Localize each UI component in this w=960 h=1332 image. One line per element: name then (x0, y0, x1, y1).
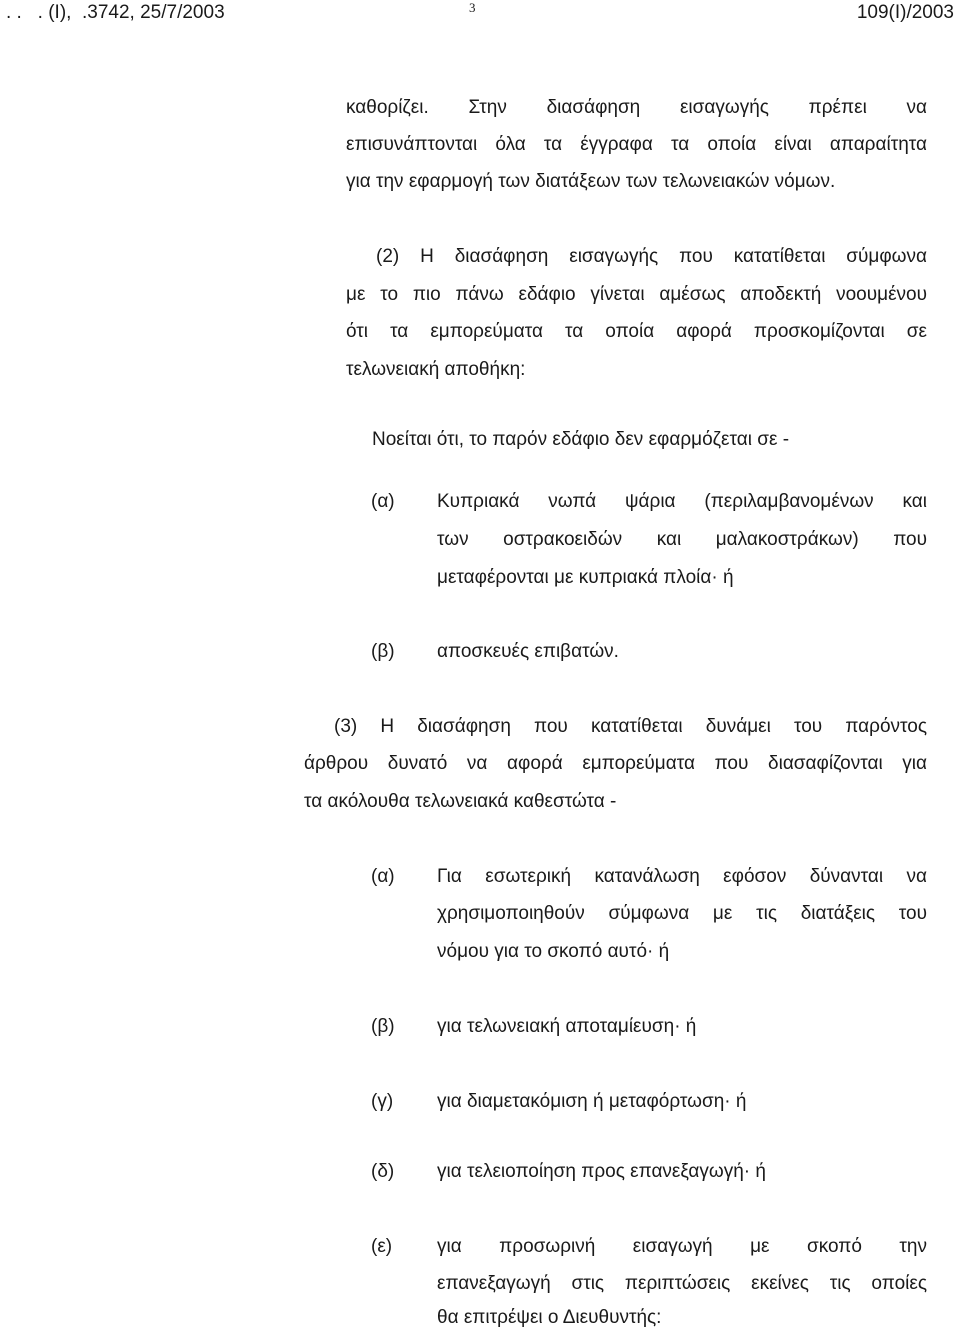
proviso-item-b-label: (β) (371, 641, 395, 662)
para3-line-3: τα ακόλουθα τελωνειακά καθεστώτα - (304, 791, 617, 812)
para3-item-a-line-1: Για εσωτερική κατανάλωση εφόσον δύνανται να (437, 866, 927, 887)
para3-item-e-line-3: θα επιτρέψει ο Διευθυντής: (437, 1307, 662, 1328)
para3-item-a-line-2: χρησιμοποιηθούν σύμφωνα με τις διατάξεις του (437, 903, 927, 924)
proviso-item-a-line-3: μεταφέρονται με κυπριακά πλοία· ή (437, 567, 734, 588)
para3-item-b-line-1: για τελωνειακή αποταμίευση· ή (437, 1016, 697, 1037)
para3-item-c-label: (γ) (371, 1091, 394, 1112)
proviso-item-b-line-1: αποσκευές επιβατών. (437, 641, 619, 662)
para1-line-2: επισυνάπτονται όλα τα έγγραφα τα οποία είναι απαραίτητα (346, 134, 927, 155)
page-number: 3 (469, 0, 476, 15)
para3-item-d-label: (δ) (371, 1161, 395, 1182)
para3-line-1: (3) Η διασάφηση που κατατίθεται δυνάμει του παρόντος (334, 716, 927, 737)
para3-line-2: άρθρου δυνατό να αφορά εμπορεύματα που διασαφίζονται για (304, 753, 927, 774)
proviso-item-a-line-1: Κυπριακά νωπά ψάρια (περιλαμβανομένων και (437, 491, 927, 512)
para3-item-d-line-1: για τελειοποίηση προς επανεξαγωγή· ή (437, 1161, 766, 1182)
para2-line-1: (2) Η διασάφηση εισαγωγής που κατατίθεται σύμφωνα (376, 246, 927, 267)
para1-line-1: καθορίζει. Στην διασάφηση εισαγωγής πρέπει να (346, 97, 927, 118)
para3-item-e-line-1: για προσωρινή εισαγωγή με σκοπό την (437, 1236, 927, 1257)
para3-item-e-line-2: επανεξαγωγή στις περιπτώσεις εκείνες τις οποίες (437, 1273, 927, 1294)
para2-line-4: τελωνειακή αποθήκη: (346, 359, 526, 380)
para3-item-a-line-3: νόμου για το σκοπό αυτό· ή (437, 941, 670, 962)
para2-line-3: ότι τα εμπορεύματα τα οποία αφορά προσκομίζονται σε (346, 321, 927, 342)
para3-item-a-label: (α) (371, 866, 395, 887)
para3-item-c-line-1: για διαμετακόμιση ή μεταφόρτωση· ή (437, 1091, 747, 1112)
para3-item-e-label: (ε) (371, 1236, 393, 1257)
para1-line-3: για την εφαρμογή των διατάξεων των τελωνειακών νόμων. (346, 171, 836, 192)
proviso-text: Νοείται ότι, το παρόν εδάφιο δεν εφαρμόζεται σε - (372, 429, 790, 450)
header-law-number: 109(Ι)/2003 (856, 2, 954, 23)
proviso-item-a-line-2: των οστρακοειδών και μαλακοστράκων) που (437, 529, 927, 550)
header-left-reference: . . . (Ι), .3742, 25/7/2003 (6, 2, 225, 23)
para2-line-2: με το πιο πάνω εδάφιο γίνεται αμέσως αποδεκτή νοουμένου (346, 284, 927, 305)
proviso-item-a-label: (α) (371, 491, 395, 512)
para3-item-b-label: (β) (371, 1016, 395, 1037)
